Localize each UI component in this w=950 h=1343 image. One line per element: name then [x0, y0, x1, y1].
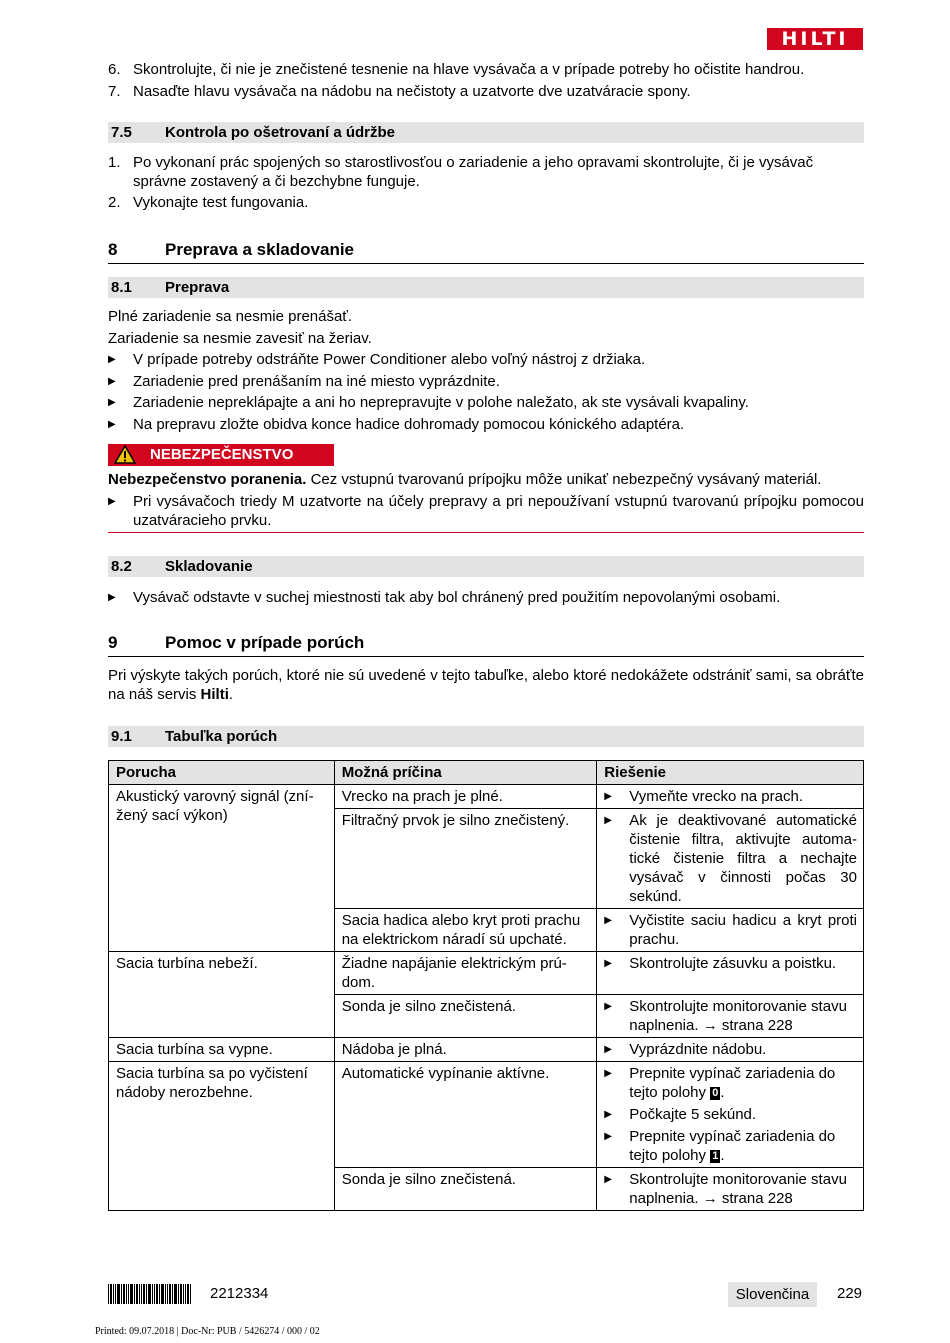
bullet-arrow-icon: ▶: [604, 1001, 612, 1012]
bullet-item: ▶ Na prepravu zložte obidva konce hadice dohromady pomocou kónického adaptéra.: [108, 416, 685, 433]
bullet-item: ▶ Pri vysávačoch triedy M uzatvorte na účely prepravy a pri nepoužívaní vstupnú tvarovanú prípojku pomocou uzatváracieho prvku.: [108, 493, 864, 529]
table-row: [109, 1038, 864, 1062]
section-heading-9-1: 9.1 Tabuľka porúch: [108, 726, 864, 747]
list-item: 6. Skontrolujte, či nie je znečistené tesnenie na hlave vysávača a v prípade potreby ho očistite handrou.: [108, 61, 805, 78]
solution-cell: ▶ Skontrolujte monitorovanie stavu naplnenia. → strana 228: [597, 995, 864, 1038]
cause-cell: Sonda je silno znečistená.: [334, 995, 597, 1038]
paragraph: Zariadenie sa nesmie zavesiť na žeriav.: [108, 330, 372, 347]
table-row: [109, 952, 864, 995]
paragraph: Pri výskyte takých porúch, ktoré nie sú uvedené v tejto tabuľke, alebo ktoré nedokážete odstrániť sami, sa obráťte na náš servis Hilti.: [108, 667, 864, 703]
solution-cell: ▶ Prepnite vypínač zariadenia do tejto polohy 0 . ▶ Počkajte 5 sekúnd. ▶ Prepnite vypínač zariadenia do tejto polohy 1 .: [597, 1062, 864, 1168]
table-header-row: [109, 761, 864, 785]
bullet-arrow-icon: ▶: [604, 958, 612, 969]
cause-cell: Filtračný prvok je silno znečistený.: [334, 809, 597, 909]
section-heading-7-5: 7.5 Kontrola po ošetrovaní a údržbe: [108, 122, 864, 143]
bullet-arrow-icon: ▶: [108, 419, 116, 430]
section-heading-8-2: 8.2 Skladovanie: [108, 556, 864, 577]
solution-cell: ▶ Ak je deaktivované automatické čistenie filtra, aktivujte automa-tické čistenie filtra a nechajte vysávač v činnosti počas 30 sekúnd.: [597, 809, 864, 909]
cause-cell: Žiadne napájanie elektrickým prú-dom.: [334, 952, 597, 995]
print-info: Printed: 09.07.2018 | Doc-Nr: PUB / 5426274 / 000 / 02: [95, 1326, 320, 1337]
cause-cell: Nádoba je plná.: [334, 1038, 597, 1062]
solution-cell: ▶ Skontrolujte monitorovanie stavu naplnenia. → strana 228: [597, 1168, 864, 1211]
list-item: 1. Po vykonaní prác spojených so starostlivosťou o zariadenie a jeho opravami skontrolujte, či je vysávač správne zostavený a či bezchybne funguje.: [108, 154, 814, 190]
section-heading-8: 8 Preprava a skladovanie: [108, 239, 864, 264]
bullet-arrow-icon: ▶: [108, 592, 116, 603]
solution-cell: ▶ Skontrolujte zásuvku a poistku.: [597, 952, 864, 995]
section-heading-9: 9 Pomoc v prípade porúch: [108, 632, 864, 657]
table-row: [109, 785, 864, 809]
paragraph: Plné zariadenie sa nesmie prenášať.: [108, 308, 353, 325]
bullet-arrow-icon: ▶: [108, 496, 116, 507]
cause-cell: Vrecko na prach je plné.: [334, 785, 597, 809]
fault-cell: Sacia turbína nebeží.: [109, 952, 335, 1038]
fault-cell: Sacia turbína sa vypne.: [109, 1038, 335, 1062]
solution-cell: ▶ Vyprázdnite nádobu.: [597, 1038, 864, 1062]
solution-cell: ▶ Vymeňte vrecko na prach.: [597, 785, 864, 809]
bullet-arrow-icon: ▶: [108, 376, 116, 387]
danger-text: Nebezpečenstvo poranenia. Cez vstupnú tvarovanú prípojku môže unikať nebezpečný vysávaný materiál.: [108, 471, 822, 488]
bullet-arrow-icon: ▶: [604, 1109, 612, 1120]
column-header: Porucha: [109, 761, 335, 785]
bullet-arrow-icon: ▶: [604, 815, 612, 826]
bullet-item: ▶ V prípade potreby odstráňte Power Conditioner alebo voľný nástroj z držiaka.: [108, 351, 646, 368]
list-item: 2. Vykonajte test fungovania.: [108, 194, 309, 211]
switch-position-0-icon: 0: [712, 1087, 719, 1099]
danger-label: NEBEZPEČENSTVO: [108, 444, 334, 466]
fault-table: [108, 760, 864, 1211]
solution-cell: ▶ Vyčistite saciu hadicu a kryt proti prachu.: [597, 909, 864, 952]
bullet-arrow-icon: ▶: [604, 1174, 612, 1185]
bullet-arrow-icon: ▶: [604, 1131, 612, 1142]
bullet-arrow-icon: ▶: [108, 354, 116, 365]
column-header: Možná príčina: [334, 761, 597, 785]
hilti-logo: HILTI: [767, 28, 863, 50]
danger-end-line: [108, 532, 864, 533]
warning-triangle-icon: [114, 445, 136, 464]
bullet-arrow-icon: ▶: [604, 915, 612, 926]
page-reference: → strana 228: [698, 1190, 793, 1207]
bullet-item: ▶ Zariadenie pred prenášaním na iné miesto vyprázdnite.: [108, 373, 500, 390]
cause-cell: Sacia hadica alebo kryt proti prachu na elektrickom náradí sú upchaté.: [334, 909, 597, 952]
page-number: 229: [837, 1285, 863, 1302]
section-heading-8-1: 8.1 Preprava: [108, 277, 864, 298]
bullet-arrow-icon: ▶: [604, 1044, 612, 1055]
list-item: 7. Nasaďte hlavu vysávača na nádobu na nečistoty a uzatvorte dve uzatváracie spony.: [108, 83, 691, 100]
bullet-item: ▶ Zariadenie nepreklápajte a ani ho neprepravujte v polohe naležato, ak ste vysávali kvapaliny.: [108, 394, 749, 411]
bullet-arrow-icon: ▶: [604, 791, 612, 802]
cause-cell: Sonda je silno znečistená.: [334, 1168, 597, 1211]
document-number: 2212334: [210, 1285, 269, 1302]
column-header: Riešenie: [597, 761, 864, 785]
switch-position-1-icon: 1: [712, 1150, 719, 1162]
bullet-arrow-icon: ▶: [108, 397, 116, 408]
language-label: Slovenčina: [728, 1282, 817, 1307]
bullet-arrow-icon: ▶: [604, 1068, 612, 1079]
bullet-item: ▶ Vysávač odstavte v suchej miestnosti tak aby bol chránený pred použitím nepovolanými osobami.: [108, 589, 781, 606]
page-reference: → strana 228: [698, 1017, 793, 1034]
table-row: [109, 1062, 864, 1168]
barcode-icon: [108, 1284, 192, 1304]
fault-cell: Akustický varovný signál (zní-žený sací výkon): [109, 785, 335, 952]
fault-cell: Sacia turbína sa po vyčistení nádoby nerozbehne.: [109, 1062, 335, 1211]
cause-cell: Automatické vypínanie aktívne.: [334, 1062, 597, 1168]
